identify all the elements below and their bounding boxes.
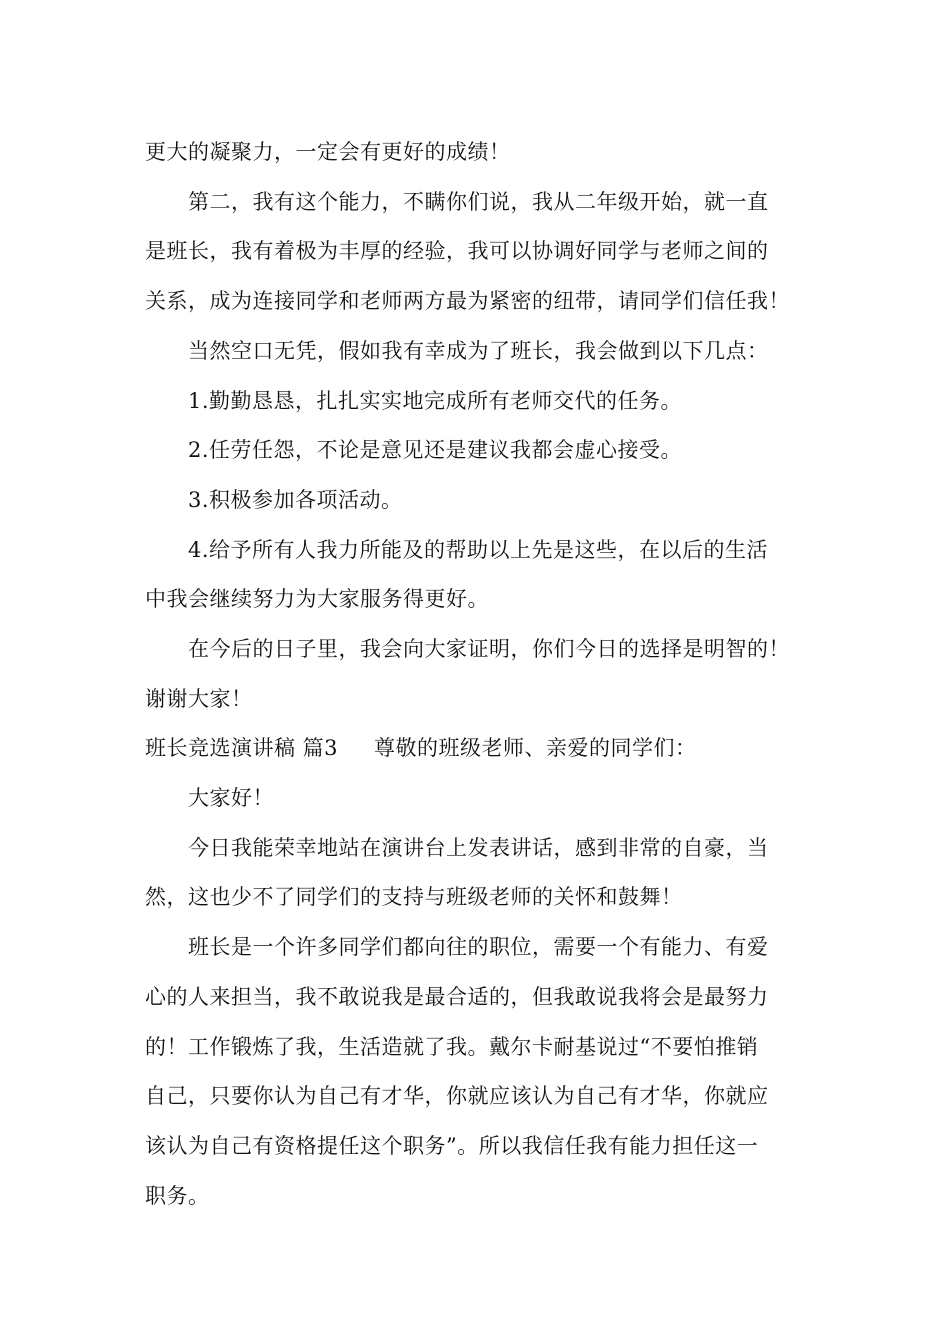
section-heading: 班长竞选演讲稿 篇3: [145, 736, 339, 760]
section-heading-line: [145, 734, 697, 762]
paragraph-line: 班长是一个许多同学们都向往的职位，需要一个有能力、有爱: [188, 935, 769, 959]
paragraph-line: 第二，我有这个能力，不瞒你们说，我从二年级开始，就一直: [188, 190, 769, 214]
paragraph-line: 今日我能荣幸地站在演讲台上发表讲话，感到非常的自豪，当: [188, 836, 769, 860]
paragraph-line: 中我会继续努力为大家服务得更好。: [145, 587, 489, 611]
paragraph-line: 的！工作锻炼了我，生活造就了我。戴尔卡耐基说过“不要怕推销: [145, 1035, 759, 1059]
paragraph-line: 在今后的日子里，我会向大家证明，你们今日的选择是明智的！: [188, 637, 790, 661]
list-item: 2.任劳任怨，不论是意见还是建议我都会虚心接受。: [188, 438, 683, 462]
paragraph-line: 自己，只要你认为自己有才华，你就应该认为自己有才华，你就应: [145, 1084, 769, 1108]
list-item: 3.积极参加各项活动。: [188, 488, 403, 512]
salutation: 尊敬的班级老师、亲爱的同学们：: [374, 736, 697, 760]
paragraph-line: 职务。: [145, 1184, 210, 1208]
paragraph-line: 当然空口无凭，假如我有幸成为了班长，我会做到以下几点：: [188, 339, 769, 363]
list-item: 1.勤勤恳恳，扎扎实实地完成所有老师交代的任务。: [188, 389, 683, 413]
paragraph-line: 谢谢大家！: [145, 687, 253, 711]
paragraph-line: 然，这也少不了同学们的支持与班级老师的关怀和鼓舞！: [145, 885, 683, 909]
paragraph-line: 心的人来担当，我不敢说我是最合适的，但我敢说我将会是最努力: [145, 985, 769, 1009]
paragraph-line: 该认为自己有资格提任这个职务”。所以我信任我有能力担任这一: [145, 1134, 759, 1158]
paragraph-line: 关系，成为连接同学和老师两方最为紧密的纽带，请同学们信任我！: [145, 289, 790, 313]
paragraph-line: 是班长，我有着极为丰厚的经验，我可以协调好同学与老师之间的: [145, 239, 769, 263]
greeting: 大家好！: [188, 786, 274, 810]
list-item: 4.给予所有人我力所能及的帮助以上先是这些，在以后的生活: [188, 538, 769, 562]
paragraph-line: 更大的凝聚力，一定会有更好的成绩！: [145, 140, 511, 164]
